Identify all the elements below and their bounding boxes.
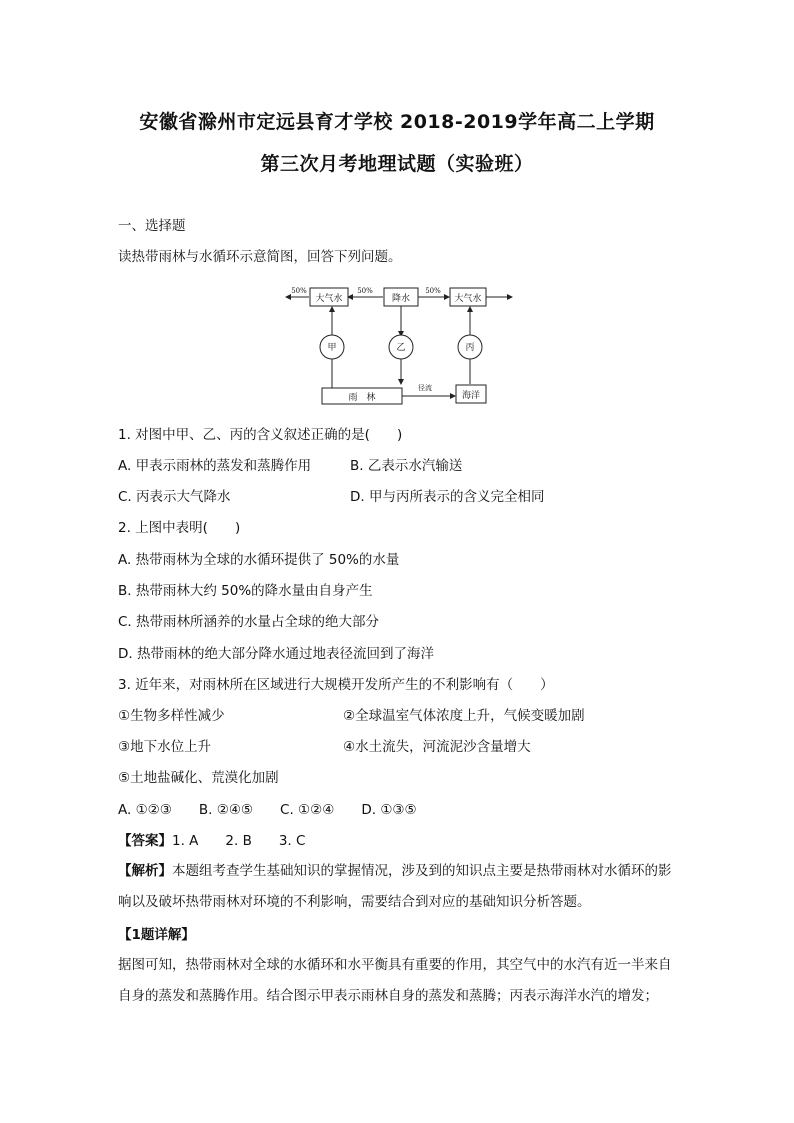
detail1-label-text: 【1题详解】 xyxy=(118,927,195,943)
answer-label: 【答案】 xyxy=(118,833,172,849)
detail1-paragraph: 据图可知，热带雨林对全球的水循环和水平衡具有重要的作用，其空气中的水汽有近一半来自自身的蒸发和蒸腾作用。结合图示甲表示雨林自身的蒸发和蒸腾；丙表示海洋水汽的增发； xyxy=(118,957,672,1004)
q2-option-c: C. 热带雨林所涵养的水量占全球的绝大部分 xyxy=(118,614,380,630)
section-heading: 一、选择题 xyxy=(118,218,186,234)
q3-item-5: ⑤土地盐碱化、荒漠化加剧 xyxy=(118,770,279,786)
label-atmosphere-left: 大气水 xyxy=(315,294,343,304)
q3-choices: A. ①②③ B. ②④⑤ C. ①②④ D. ①③⑤ xyxy=(118,802,417,818)
label-runoff: 径流 xyxy=(418,384,432,392)
label-rainforest: 雨 林 xyxy=(348,393,376,403)
label-atmosphere-right: 大气水 xyxy=(454,294,482,304)
label-ocean: 海洋 xyxy=(461,391,481,401)
label-50-mid: 50% xyxy=(357,287,373,295)
q1-stem: 1. 对图中甲、乙、丙的含义叙述正确的是( ) xyxy=(118,427,403,443)
label-jia: 甲 xyxy=(327,343,337,353)
answer-text: 1. A 2. B 3. C xyxy=(172,833,306,849)
document-title-line2: 第三次月考地理试题（实验班） xyxy=(260,153,534,175)
q2-stem: 2. 上图中表明( ) xyxy=(118,520,241,536)
label-50-left: 50% xyxy=(291,287,307,295)
q2-option-a: A. 热带雨林为全球的水循环提供了 50%的水量 xyxy=(118,552,400,568)
answer-line xyxy=(118,832,305,850)
q2-option-b: B. 热带雨林大约 50%的降水量由自身产生 xyxy=(118,583,373,599)
q3-stem: 3. 近年来，对雨林所在区域进行大规模开发所产生的不利影响有（ ） xyxy=(118,677,554,693)
analysis-paragraph xyxy=(118,856,678,918)
q1-option-d: D. 甲与丙所表示的含义完全相同 xyxy=(350,489,545,505)
label-yi: 乙 xyxy=(396,343,406,353)
analysis-text: 本题组考查学生基础知识的掌握情况，涉及到的知识点主要是热带雨林对水循环的影响以及破坏热带雨林对环境的不利影响，需要结合到对应的基础知识分析答题。 xyxy=(118,863,672,910)
analysis-label: 【解析】 xyxy=(118,863,172,879)
q3-item-2: ②全球温室气体浓度上升，气候变暖加剧 xyxy=(343,708,585,724)
document-title-line1: 安徽省滁州市定远县育才学校 2018-2019学年高二上学期 xyxy=(139,111,655,133)
q3-item-1: ①生物多样性减少 xyxy=(118,708,225,724)
q1-option-b: B. 乙表示水汽输送 xyxy=(350,458,463,474)
label-50-right: 50% xyxy=(425,287,441,295)
question-intro: 读热带雨林与水循环示意简图，回答下列问题。 xyxy=(118,249,402,265)
water-cycle-diagram xyxy=(280,280,520,408)
label-bing: 丙 xyxy=(465,343,475,353)
q1-option-c: C. 丙表示大气降水 xyxy=(118,489,231,505)
detail1-label xyxy=(118,926,195,944)
q3-item-4: ④水土流失，河流泥沙含量增大 xyxy=(343,739,531,755)
q2-option-d: D. 热带雨林的绝大部分降水通过地表径流回到了海洋 xyxy=(118,646,434,662)
q1-option-a: A. 甲表示雨林的蒸发和蒸腾作用 xyxy=(118,458,312,474)
q3-item-3: ③地下水位上升 xyxy=(118,739,212,755)
label-precipitation: 降水 xyxy=(391,294,411,304)
